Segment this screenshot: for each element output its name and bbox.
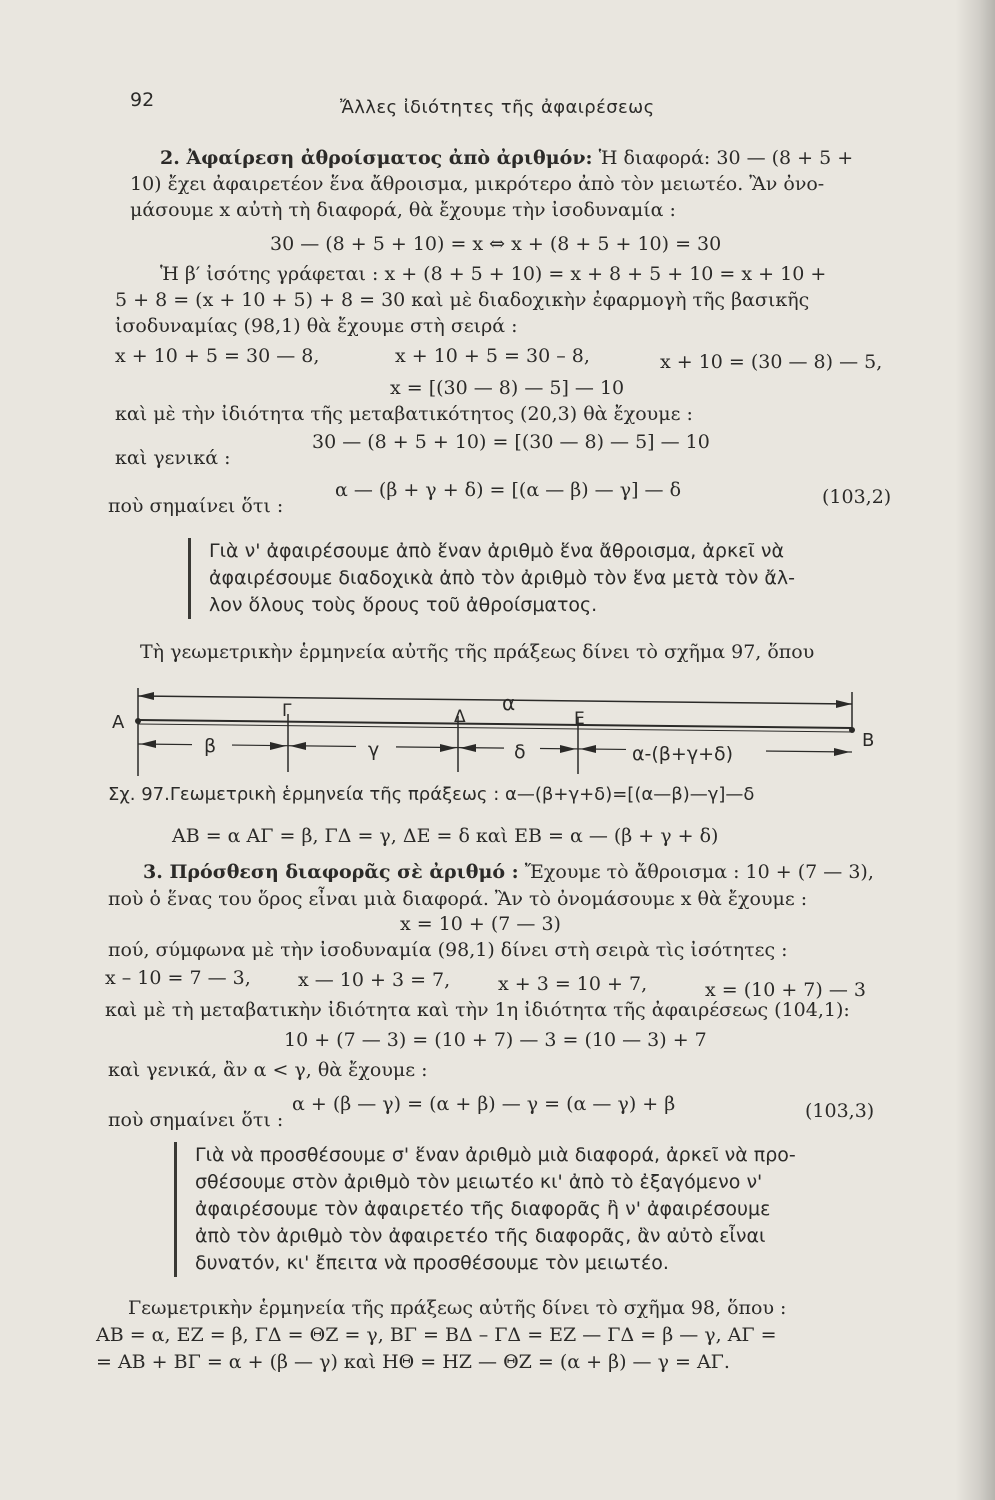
figure-97 xyxy=(100,680,900,790)
equation-number-103-2: (103,2) xyxy=(822,486,892,508)
label-gamma: γ xyxy=(368,739,380,761)
section2-line3: μάσουμε x αὐτὴ τὴ διαφορά, θὰ ἔχουμε τὴν ἰσοδυναμία : xyxy=(130,199,676,221)
figure-97-caption: Σχ. 97.Γεωμετρικὴ ἑρμηνεία τῆς πράξεως : α—(β+γ+δ)=[(α—β)—γ]—δ xyxy=(108,784,755,805)
arrow-delta-right xyxy=(560,745,576,753)
geom-98-line2: ΑΒ = α, ΕΖ = β, ΓΔ = ΘΖ = γ, ΒΓ = ΒΔ – ΓΔ = ΕΖ — ΓΔ = β — γ, ΑΓ = xyxy=(96,1324,777,1346)
page-spine-shadow xyxy=(955,0,995,1500)
section3-line1: Ἔχουμε τὸ ἄθροισμα : 10 + (7 — 3), xyxy=(524,861,874,883)
rule-box-subtract-sum xyxy=(188,538,899,619)
running-title: Ἄλλες ἰδιότητες τῆς ἀφαιρέσεως xyxy=(340,97,655,118)
label-E: Ε xyxy=(574,709,585,729)
eq-numeric-103-3: 10 + (7 — 3) = (10 + 7) — 3 = (10 — 3) + 7 xyxy=(284,1029,707,1051)
rule-line: δυνατόν, κι' ἔπειτα νὰ προσθέσουμε τὸν μειωτέο. xyxy=(195,1252,669,1274)
rule-line: ἀφαιρέσουμε διαδοχικὰ ἀπὸ τὸν ἀριθμὸ τὸν ἕνα μετὰ τὸν ἄλ- xyxy=(209,567,795,589)
label-D: Δ xyxy=(454,707,466,727)
generally-label: καὶ γενικά : xyxy=(115,447,231,469)
arrow-rem-left xyxy=(580,745,596,753)
para2-line3: ἰσοδυναμίας (98,1) θὰ ἔχουμε στὴ σειρά : xyxy=(115,315,518,337)
segment-AB-lower xyxy=(138,724,852,732)
eq3-d: x = (10 + 7) — 3 xyxy=(705,979,866,1001)
transitive-line: καὶ μὲ τὴν ἰδιότητα τῆς μεταβατικότητος (20,3) θὰ ἔχουμε : xyxy=(115,403,693,425)
arrow-gamma-left xyxy=(290,742,306,750)
eq3-b: x — 10 + 3 = 7, xyxy=(298,969,451,991)
eq3-c: x + 3 = 10 + 7, xyxy=(498,973,648,995)
arrow-beta-right xyxy=(270,742,286,750)
label-beta: β xyxy=(204,735,217,757)
section3-line3: πού, σύμφωνα μὲ τὴν ἰσοδυναμία (98,1) δίνει στὴ σειρὰ τὶς ἰσότητες : xyxy=(108,939,788,961)
arrow-gamma-right xyxy=(440,744,456,752)
alpha-dimension-line xyxy=(138,696,852,704)
page-number: 92 xyxy=(130,89,155,111)
alpha-right-arrow xyxy=(836,700,852,708)
section3-title-line xyxy=(143,860,874,884)
equation-equivalence: 30 — (8 + 5 + 10) = x ⇔ x + (8 + 5 + 10) = 30 xyxy=(270,233,722,255)
eq-row-a: x + 10 + 5 = 30 — 8, xyxy=(115,345,320,367)
rule-line: ἀπὸ τὸν ἀριθμὸ τὸν ἀφαιρετέο τῆς διαφορᾶς, ἂν αὐτὸ εἶναι xyxy=(195,1225,766,1247)
alpha-left-arrow xyxy=(138,692,154,700)
rule-line: ἀφαιρέσουμε τὸν ἀφαιρετέο τῆς διαφορᾶς ἢ ν' ἀφαιρέσουμε xyxy=(195,1198,771,1220)
equation-number-103-3: (103,3) xyxy=(805,1100,875,1122)
label-remainder: α-(β+γ+δ) xyxy=(632,743,734,765)
geom-98-line3: = ΑΒ + ΒΓ = α + (β — γ) καὶ ΗΘ = ΗΖ — ΘΖ = (α + β) — γ = ΑΓ. xyxy=(96,1351,730,1373)
eq-general-103-3: α + (β — γ) = (α + β) — γ = (α — γ) + β xyxy=(292,1093,676,1115)
geom-intro-97: Τὴ γεωμετρικὴν ἑρμηνεία αὐτῆς τῆς πράξεως δίνει τὸ σχῆμα 97, ὅπου xyxy=(140,641,815,663)
section3-title: 3. Πρόσθεση διαφορᾶς σὲ ἀριθμό : xyxy=(143,861,519,883)
eq-x-section3: x = 10 + (7 — 3) xyxy=(400,913,561,935)
section2-title-line xyxy=(160,146,853,170)
section2-line1: Ἡ διαφορά: 30 — (8 + 5 + xyxy=(598,147,854,169)
label-alpha: α xyxy=(502,691,516,715)
eq-numeric-103-2: 30 — (8 + 5 + 10) = [(30 — 8) — 5] — 10 xyxy=(312,431,710,453)
eq3-a: x – 10 = 7 — 3, xyxy=(105,967,251,989)
section3-line4: καὶ μὲ τὴ μεταβατικὴν ἰδιότητα καὶ τὴν 1η ἰδιότητα τῆς ἀφαιρέσεως (104,1): xyxy=(105,999,850,1021)
point-B xyxy=(849,727,855,733)
rule-line: σθέσουμε στὸν ἀριθμὸ τὸν μειωτέο κι' ἀπὸ τὸ ἐξαγόμενο ν' xyxy=(195,1171,763,1193)
arrow-beta-left xyxy=(140,740,156,748)
means-label: ποὺ σημαίνει ὅτι : xyxy=(108,495,284,517)
section3-generally: καὶ γενικά, ἂν α < γ, θὰ ἔχουμε : xyxy=(108,1059,428,1081)
rule-line: Γιὰ νὰ προσθέσουμε σ' ἕναν ἀριθμὸ μιὰ διαφορά, ἀρκεῖ νὰ προ- xyxy=(195,1144,796,1166)
label-delta: δ xyxy=(514,741,526,763)
eq-general-103-2: α — (β + γ + δ) = [(α — β) — γ] — δ xyxy=(335,479,682,501)
para2-line1: Ἡ β′ ἰσότης γράφεται : x + (8 + 5 + 10) = x + 8 + 5 + 10 = x + 10 + xyxy=(160,263,827,285)
para2-line2: 5 + 8 = (x + 10 + 5) + 8 = 30 καὶ μὲ διαδοχικὴν ἐφαρμογὴ τῆς βασικῆς xyxy=(115,289,810,311)
label-G: Γ xyxy=(282,701,292,721)
eq-x-section2: x = [(30 — 8) — 5] — 10 xyxy=(390,377,625,399)
arrow-delta-left xyxy=(460,744,476,752)
rule-box-add-difference xyxy=(174,1142,895,1277)
rule-line: λον ὅλους τοὺς ὅρους τοῦ ἀθροίσματος. xyxy=(209,594,598,616)
eq-row-c: x + 10 = (30 — 8) — 5, xyxy=(660,351,883,373)
section2-line2: 10) ἔχει ἀφαιρετέον ἕνα ἄθροισμα, μικρότερο ἀπὸ τὸν μειωτέο. Ἂν ὀνο- xyxy=(130,173,825,195)
label-B: B xyxy=(862,730,875,751)
rule-line: Γιὰ ν' ἀφαιρέσουμε ἀπὸ ἕναν ἀριθμὸ ἕνα ἄθροισμα, ἀρκεῖ νὰ xyxy=(209,540,785,562)
eq-row-b: x + 10 + 5 = 30 – 8, xyxy=(395,345,590,367)
geom-98-line1: Γεωμετρικὴν ἑρμηνεία τῆς πράξεως αὐτῆς δίνει τὸ σχῆμα 98, ὅπου : xyxy=(128,1297,787,1319)
label-A: A xyxy=(112,712,125,733)
segment-AB xyxy=(138,720,852,728)
section3-line2: ποὺ ὁ ἕνας του ὅρος εἶναι μιὰ διαφορά. Ἂν τὸ ὀνομάσουμε x θὰ ἔχουμε : xyxy=(108,888,808,910)
section2-title: 2. Ἀφαίρεση ἀθροίσματος ἀπὸ ἀριθμόν: xyxy=(160,147,593,169)
arrow-rem-right xyxy=(834,748,850,756)
section3-means: ποὺ σημαίνει ὅτι : xyxy=(108,1109,284,1131)
figure-97-definitions: ΑΒ = α ΑΓ = β, ΓΔ = γ, ΔΕ = δ καὶ ΕΒ = α — (β + γ + δ) xyxy=(172,825,719,847)
